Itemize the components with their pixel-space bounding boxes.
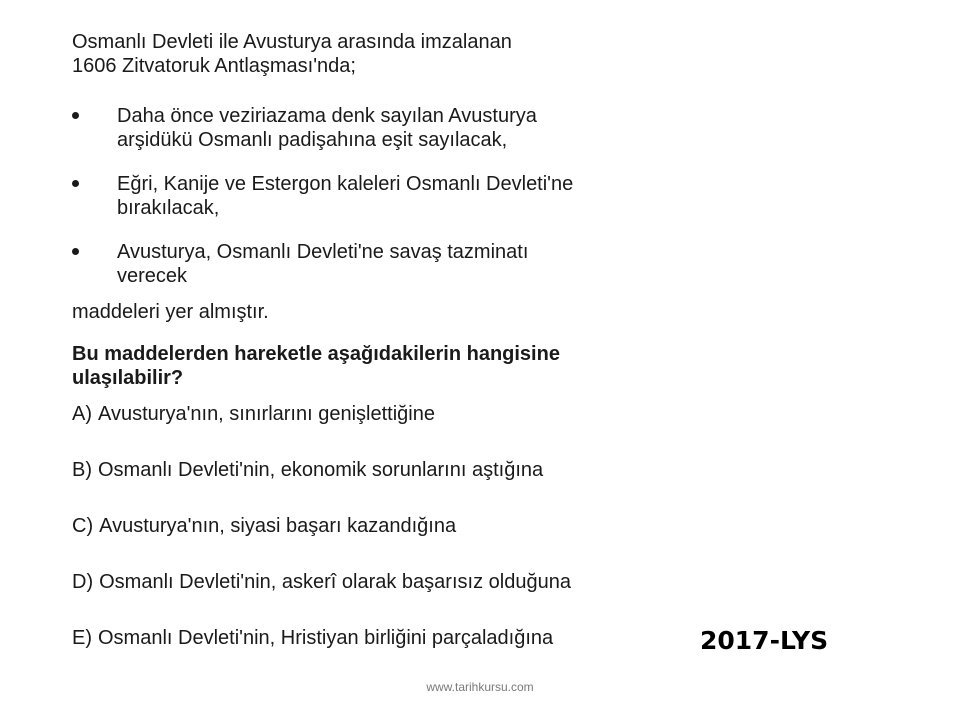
question-line-1: Bu maddelerden hareketle aşağıdakilerin hangisine — [72, 343, 560, 365]
bullet-line-2: verecek — [117, 265, 188, 287]
bullet-text — [117, 240, 692, 288]
question-line-2: ulaşılabilir? — [72, 367, 184, 389]
bullet-dot-icon — [72, 248, 79, 255]
list-item — [72, 104, 692, 152]
bullet-dot-icon — [72, 112, 79, 119]
answer-option-a[interactable] — [72, 402, 571, 458]
footer-website: www.tarihkursu.com — [426, 680, 534, 694]
option-text: Avusturya'nın, siyasi başarı kazandığına — [99, 515, 457, 537]
question-prompt — [72, 342, 692, 390]
answer-option-e[interactable] — [72, 626, 571, 682]
exam-source-tag: 2017-LYS — [700, 626, 829, 655]
bullet-text — [117, 104, 692, 152]
intro-line-2: 1606 Zitvatoruk Antlaşması'nda; — [72, 55, 356, 77]
bullet-line-1: Eğri, Kanije ve Estergon kaleleri Osmanlı Devleti'ne — [117, 173, 574, 195]
bullet-line-2: arşidükü Osmanlı padişahına eşit sayılacak, — [117, 129, 508, 151]
bullet-text — [117, 172, 692, 220]
treaty-articles-list — [72, 104, 692, 308]
answer-option-d[interactable] — [72, 570, 571, 626]
option-letter: D) — [72, 571, 94, 593]
closing-text: maddeleri yer almıştır. — [72, 301, 269, 323]
bullet-line-1: Daha önce veziriazama denk sayılan Avusturya — [117, 105, 537, 127]
intro-line-1: Osmanlı Devleti ile Avusturya arasında imzalanan — [72, 31, 512, 53]
option-text: Osmanlı Devleti'nin, Hristiyan birliğini parçaladığına — [98, 627, 554, 649]
option-letter: C) — [72, 515, 94, 537]
option-letter: A) — [72, 403, 92, 425]
option-letter: E) — [72, 627, 92, 649]
answer-option-c[interactable] — [72, 514, 571, 570]
list-item — [72, 172, 692, 220]
question-intro — [72, 30, 672, 78]
bullet-line-1: Avusturya, Osmanlı Devleti'ne savaş tazminatı — [117, 241, 529, 263]
list-item — [72, 240, 692, 288]
bullet-dot-icon — [72, 180, 79, 187]
option-letter: B) — [72, 459, 92, 481]
answer-option-b[interactable] — [72, 458, 571, 514]
option-text: Osmanlı Devleti'nin, ekonomik sorunlarını aştığına — [98, 459, 544, 481]
bullet-line-2: bırakılacak, — [117, 197, 220, 219]
option-text: Avusturya'nın, sınırlarını genişlettiğine — [98, 403, 435, 425]
option-text: Osmanlı Devleti'nin, askerî olarak başarısız olduğuna — [99, 571, 571, 593]
answer-options — [72, 402, 571, 682]
